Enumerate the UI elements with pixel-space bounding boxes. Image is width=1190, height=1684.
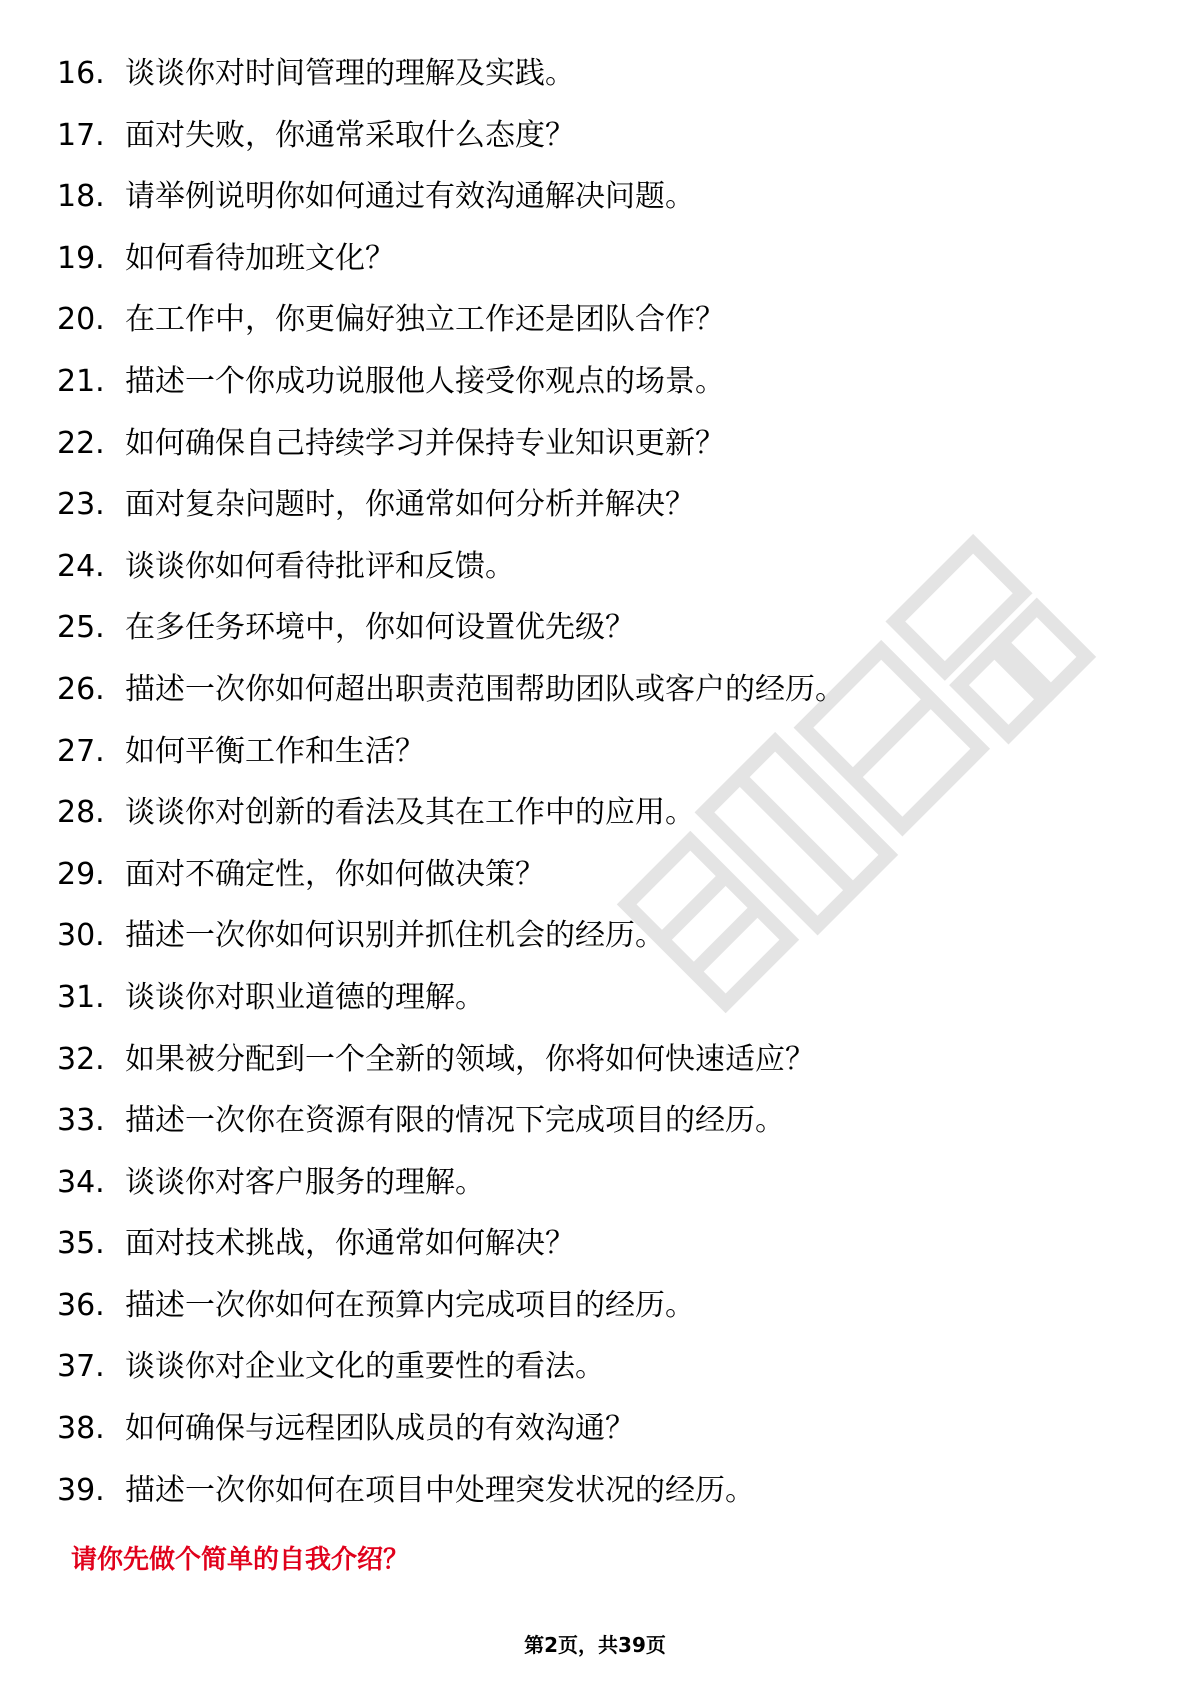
question-text: 谈谈你对客户服务的理解。 [125,1164,485,1200]
question-text: 谈谈你对职业道德的理解。 [125,979,485,1015]
question-text: 描述一次你如何在预算内完成项目的经历。 [125,1287,695,1323]
question-item [57,1152,1137,1214]
self-intro-prompt: 请你先做个简单的自我介绍？ [71,1545,410,1575]
question-text: 描述一次你在资源有限的情况下完成项目的经历。 [125,1103,785,1139]
question-item [57,1275,1137,1337]
question-text: 如何看待加班文化？ [125,240,395,276]
question-number: 39. [57,1472,105,1508]
question-item [57,782,1137,844]
question-item [57,43,1137,105]
question-text: 面对失败，你通常采取什么态度？ [125,117,575,153]
question-item [57,536,1137,598]
question-item [57,905,1137,967]
question-item [57,351,1137,413]
question-text: 描述一个你成功说服他人接受你观点的场景。 [125,363,725,399]
question-item [57,721,1137,783]
question-text: 面对技术挑战，你通常如何解决？ [125,1226,575,1262]
question-text: 面对复杂问题时，你通常如何分析并解决？ [125,487,695,523]
question-text: 描述一次你如何超出职责范围帮助团队或客户的经历。 [125,671,845,707]
question-number: 22. [57,425,105,461]
question-item [57,1398,1137,1460]
question-text: 如果被分配到一个全新的领域，你将如何快速适应？ [125,1041,815,1077]
question-text: 谈谈你如何看待批评和反馈。 [125,548,515,584]
question-item [57,1090,1137,1152]
question-text: 在工作中，你更偏好独立工作还是团队合作？ [125,302,725,338]
question-number: 38. [57,1411,105,1447]
question-item [57,1460,1137,1522]
question-number: 16. [57,56,105,91]
question-item [57,967,1137,1029]
question-number: 20. [57,302,105,338]
question-text: 谈谈你对企业文化的重要性的看法。 [125,1349,605,1385]
question-number: 30. [57,918,105,954]
question-text: 面对不确定性，你如何做决策？ [125,856,545,892]
question-number: 34. [57,1164,105,1200]
question-number: 24. [57,548,105,584]
question-number: 17. [57,117,105,153]
question-item [57,1213,1137,1275]
question-text: 描述一次你如何识别并抓住机会的经历。 [125,918,665,954]
question-item [57,844,1137,906]
question-number: 25. [57,610,105,646]
question-text: 谈谈你对时间管理的理解及实践。 [125,56,575,91]
question-item [57,413,1137,475]
question-list [57,43,1137,1521]
question-item [57,659,1137,721]
question-text: 如何确保与远程团队成员的有效沟通？ [125,1411,635,1447]
question-text: 在多任务环境中，你如何设置优先级？ [125,610,635,646]
question-item [57,1029,1137,1091]
question-number: 35. [57,1226,105,1262]
question-item [57,474,1137,536]
question-number: 31. [57,979,105,1015]
question-number: 19. [57,240,105,276]
question-number: 37. [57,1349,105,1385]
question-number: 23. [57,487,105,523]
question-number: 32. [57,1041,105,1077]
question-text: 谈谈你对创新的看法及其在工作中的应用。 [125,795,695,831]
question-item [57,166,1137,228]
question-text: 如何确保自己持续学习并保持专业知识更新？ [125,425,725,461]
question-text: 请举例说明你如何通过有效沟通解决问题。 [125,179,695,215]
question-item [57,228,1137,290]
question-number: 26. [57,671,105,707]
page-number-footer: 第2页，共39页 [524,1633,666,1657]
question-number: 18. [57,179,105,215]
question-item [57,597,1137,659]
question-number: 36. [57,1287,105,1323]
question-number: 28. [57,795,105,831]
question-item [57,1336,1137,1398]
question-item [57,289,1137,351]
question-number: 27. [57,733,105,769]
question-item [57,105,1137,167]
question-text: 描述一次你如何在项目中处理突发状况的经历。 [125,1472,755,1508]
question-number: 33. [57,1103,105,1139]
question-text: 如何平衡工作和生活？ [125,733,425,769]
question-number: 29. [57,856,105,892]
question-number: 21. [57,363,105,399]
